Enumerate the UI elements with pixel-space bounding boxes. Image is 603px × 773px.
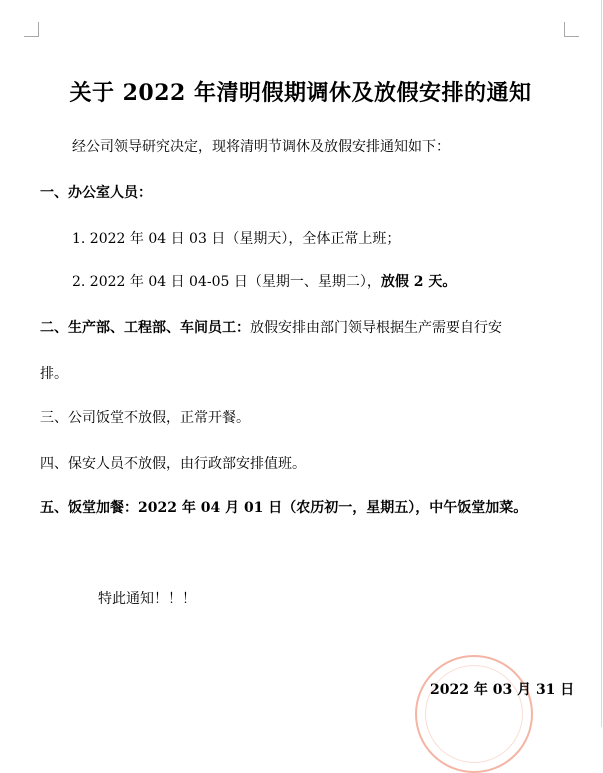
section-1-heading: 一、办公室人员：	[40, 185, 152, 201]
company-seal	[415, 655, 533, 773]
closing-text: 特此通知！！！	[98, 591, 196, 607]
intro-paragraph: 经公司领导研究决定，现将清明节调休及放假安排通知如下：	[72, 139, 450, 155]
section-2-heading: 二、生产部、工程部、车间员工：	[40, 320, 250, 336]
section-1-item-2-emphasis: 放假 2 天。	[380, 274, 457, 290]
section-2-continued: 排。	[40, 366, 68, 382]
section-2-paragraph	[40, 318, 502, 338]
section-3-paragraph: 三、公司饭堂不放假，正常开餐。	[40, 410, 250, 426]
page-corner-mark-top-left	[24, 22, 39, 37]
notice-title: 关于 2022 年清明假期调休及放假安排的通知	[69, 80, 532, 106]
page-corner-mark-top-right	[564, 22, 579, 37]
section-1-item-2-text: 2. 2022 年 04 日 04-05 日（星期一、星期二），	[72, 274, 381, 290]
section-2-text: 放假安排由部门领导根据生产需要自行安	[250, 320, 502, 336]
section-1-item-2	[72, 272, 456, 292]
section-1-item-1: 1. 2022 年 04 日 03 日（星期天），全体正常上班；	[72, 231, 401, 247]
signature-date: 2022 年 03 月 31 日	[430, 682, 575, 698]
section-4-paragraph: 四、保安人员不放假，由行政部安排值班。	[40, 456, 306, 472]
section-5-paragraph: 五、饭堂加餐：2022 年 04 月 01 日（农历初一，星期五），中午饭堂加菜。	[40, 500, 528, 516]
